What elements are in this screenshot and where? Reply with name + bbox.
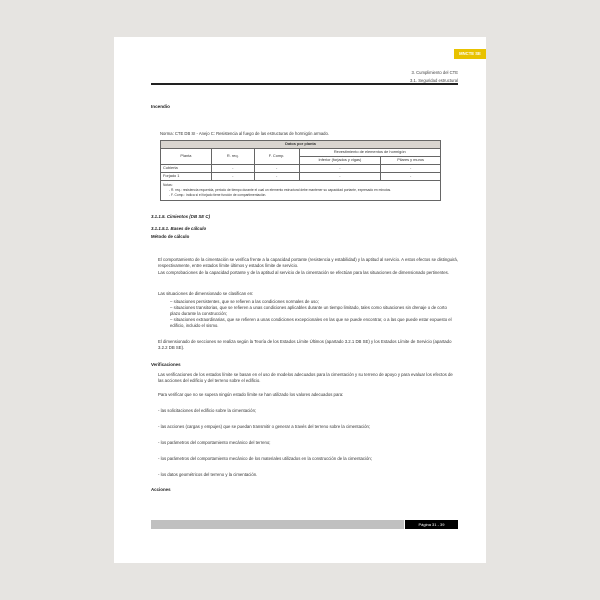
- document-page: [114, 37, 486, 563]
- table-row: [161, 173, 441, 181]
- cell-rreq: -: [211, 173, 254, 181]
- col-fcomp: F. Comp.: [254, 149, 299, 165]
- col-revestimiento: Revestimiento de elementos de hormigón: [299, 149, 440, 157]
- cell-pilares: -: [381, 165, 441, 173]
- cell-fcomp: -: [254, 173, 299, 181]
- note-rreq: - R. req.: resistencia requerida, periodo de tiempo durante el cual un elemento estructural debe mantener su capacidad portante, expresado en minutos.: [169, 188, 392, 192]
- bullet-text: situaciones transitorias, que se refieren a unas condiciones aplicables durante un tiempo limitado, tales como situaciones sin drenaje o de corto plazo durante la construcción;: [170, 305, 447, 317]
- page-number: Página 31 - 39: [405, 520, 458, 529]
- col-planta: Planta: [161, 149, 212, 165]
- verif-item: - los parámetros del comportamiento mecánico de los materiales utilizados en la construcción de la cimentación;: [158, 456, 372, 461]
- acciones-heading: Acciones: [151, 487, 171, 492]
- header-chapter: 3. Cumplimiento del CTE: [411, 70, 458, 75]
- incendio-heading: Incendio: [151, 104, 170, 109]
- cell-planta: Cubierta: [161, 165, 212, 173]
- paragraph-verificaciones: Las verificaciones de los estados límite se basan en el uso de modelos adecuados para la cimentación y su terreno de apoyo y para evaluar los efectos de las acciones del edificio y del terreno sobre el edificio.: [158, 372, 453, 384]
- col-inferior: Inferior (forjados y vigas): [299, 157, 381, 165]
- note-fcomp: - F. Comp.: indica si el forjado tiene función de compartimentación.: [169, 193, 267, 197]
- header-rule: [151, 83, 458, 85]
- list-item: – situaciones transitorias, que se refieren a unas condiciones aplicables durante un tiempo limitado, tales como situaciones sin drenaje o de corto plazo durante la construcción;: [170, 305, 447, 317]
- cell-fcomp: -: [254, 165, 299, 173]
- cell-inferior: -: [299, 173, 381, 181]
- paragraph-verificar: Para verificar que no se supera ningún estado límite se han utilizado los valores adecuados para:: [158, 392, 344, 397]
- notes-title: Notas:: [163, 183, 173, 187]
- bullet-text: situaciones persistentes, que se refieren a las condiciones normales de uso;: [173, 299, 319, 304]
- table-row: [161, 165, 441, 173]
- bullet-list: [170, 299, 458, 329]
- paragraph-comprobaciones: Las comprobaciones de la capacidad portante y de la aptitud al servicio de la cimentación se efectúan para las situaciones de dimensionado pertinentes.: [158, 270, 449, 275]
- paragraph-comportamiento: El comportamiento de la cimentación se verifica frente a la capacidad portante (resistencia y estabilidad) y la aptitud al servicio. A estos efectos se distinguirá, respectivamente, entre estados límite últimos y estados límite de servicio.: [158, 257, 458, 269]
- table-notes: [161, 181, 441, 201]
- footer-bar: [151, 520, 404, 529]
- verif-item: - las solicitaciones del edificio sobre la cimentación;: [158, 408, 257, 413]
- metodo-heading: Método de cálculo: [151, 234, 190, 239]
- verif-item: - los parámetros del comportamiento mecánico del terreno;: [158, 440, 271, 445]
- section-tab: MNCTE SE: [454, 49, 486, 59]
- verificaciones-heading: Verificaciones: [151, 362, 181, 367]
- cell-inferior: -: [299, 165, 381, 173]
- col-rreq: R. req.: [211, 149, 254, 165]
- col-pilares: Pilares y muros: [381, 157, 441, 165]
- paragraph-situaciones: Las situaciones de dimensionado se clasifican en:: [158, 291, 254, 296]
- paragraph-dimensionado: El dimensionado de secciones se realiza según la Teoría de los Estados Límite Últimos (apartado 3.2.1 DB SE) y los Estados Límite de Servicio (apartado 3.2.2 DB SE).: [158, 339, 452, 351]
- section-cimientos: 3.1.1.5. Cimientos (DB SE C): [151, 214, 211, 219]
- cell-pilares: -: [381, 173, 441, 181]
- verif-item: - las acciones (cargas y empujes) que se puedan transmitir o generar a través del terreno sobre la cimentación;: [158, 424, 371, 429]
- verif-item: - los datos geométricos del terreno y la cimentación.: [158, 472, 258, 477]
- list-item: – situaciones persistentes, que se refieren a las condiciones normales de uso;: [170, 299, 319, 304]
- subsection-bases: 3.1.1.5.1. Bases de cálculo: [151, 226, 207, 231]
- cell-planta: Forjado 1: [161, 173, 212, 181]
- bullet-text: situaciones extraordinarias, que se refieren a unas condiciones excepcionales en las que se puede encontrar, o a las que puede estar expuesto el edificio, incluido el sismo.: [170, 317, 452, 329]
- fire-resistance-table: [160, 140, 441, 201]
- cell-rreq: -: [211, 165, 254, 173]
- list-item: – situaciones extraordinarias, que se refieren a unas condiciones excepcionales en las que se puede encontrar, o a las que puede estar expuesto el edificio, incluido el sismo.: [170, 317, 452, 329]
- group-header: Datos por planta: [161, 141, 441, 149]
- header-section: 3.1. Seguridad estructural: [410, 78, 458, 83]
- table-caption: Norma: CTE DB SI - Anejo C: Resistencia al fuego de las estructuras de hormigón armado.: [160, 131, 329, 136]
